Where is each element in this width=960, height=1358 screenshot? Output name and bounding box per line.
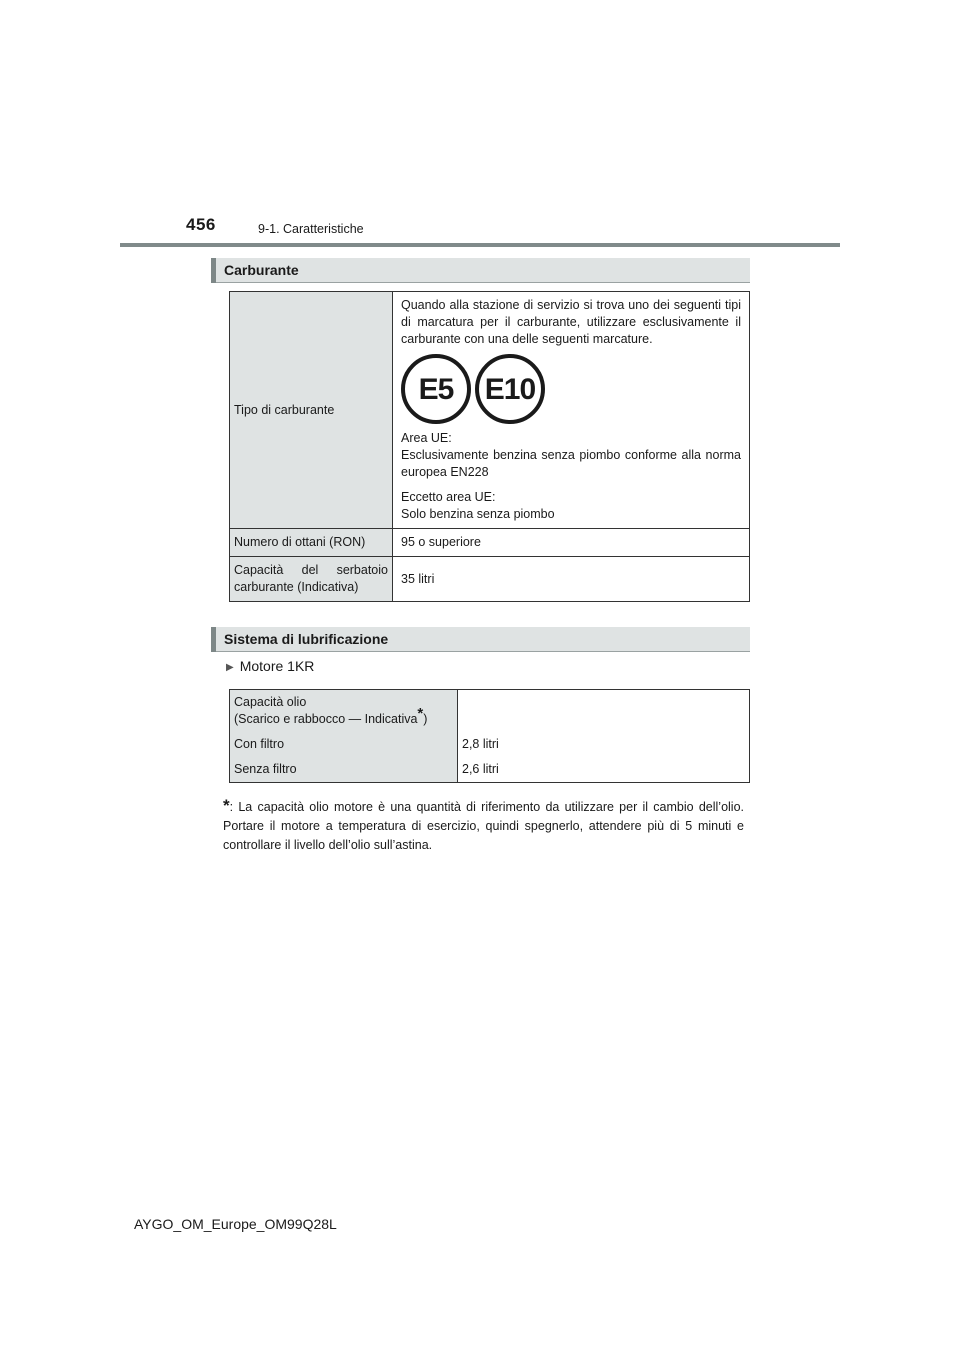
eu-text: Esclusivamente benzina senza piombo conforme alla norma europea EN228: [401, 448, 741, 479]
with-filter-value: 2,8 litri: [458, 732, 750, 757]
with-filter-label: Con filtro: [230, 732, 458, 757]
asterisk-mark: *: [417, 704, 424, 722]
table-row: [230, 557, 750, 602]
header-divider: [120, 243, 840, 247]
oil-capacity-value: [458, 690, 750, 733]
table-row: [230, 690, 750, 733]
section-title: 9-1. Caratteristiche: [258, 222, 364, 236]
table-row: [230, 732, 750, 757]
oil-capacity-line1: Capacità olio: [234, 695, 307, 709]
e10-badge: E10: [475, 354, 545, 424]
fuel-type-label: Tipo di carburante: [230, 292, 393, 529]
engine-bullet: [226, 658, 314, 674]
page-number: 456: [186, 215, 216, 234]
footnote-text: : La capacità olio motore è una quantità di riferimento da utilizzare per il cambio dell’olio. Portare il motore a temperatura di esercizio, quindi spegnerlo, attendere più di 5 minuti e controllare il livello dell’olio sull’astina.: [223, 800, 744, 852]
heading-accent: [211, 627, 216, 652]
octane-label: Numero di ottani (RON): [230, 529, 393, 557]
oil-capacity-line2: (Scarico e rabbocco — Indicativa*): [234, 704, 428, 726]
footer-doc-id: AYGO_OM_Europe_OM99Q28L: [134, 1216, 337, 1232]
fuel-heading: [211, 258, 750, 283]
footnote-asterisk: *: [223, 796, 230, 815]
non-eu-block: [401, 489, 741, 523]
oil-capacity-label: [230, 690, 458, 733]
table-row: [230, 292, 750, 529]
fuel-heading-text: Carburante: [224, 262, 299, 278]
lubrication-heading-text: Sistema di lubrificazione: [224, 631, 389, 647]
eu-title: Area UE:: [401, 431, 452, 445]
fuel-type-value: [393, 292, 750, 529]
triangle-bullet-icon: ▶: [226, 662, 234, 673]
fuel-marking-badges: [401, 354, 741, 424]
lubrication-heading: [211, 627, 750, 652]
heading-accent: [211, 258, 216, 283]
tank-label: Capacità del serbatoio carburante (Indicativa): [230, 557, 393, 602]
octane-value: 95 o superiore: [393, 529, 750, 557]
eu-block: [401, 430, 741, 481]
oil-table: [229, 689, 750, 783]
non-eu-text: Solo benzina senza piombo: [401, 507, 555, 521]
tank-value: 35 litri: [393, 557, 750, 602]
engine-name: Motore 1KR: [239, 658, 315, 674]
without-filter-label: Senza filtro: [230, 757, 458, 783]
fuel-table: [229, 291, 750, 602]
fuel-type-intro: Quando alla stazione di servizio si trova uno dei seguenti tipi di marcatura per il carburante, utilizzare esclusivamente il carburante con una delle seguenti marcature.: [401, 298, 741, 346]
without-filter-value: 2,6 litri: [458, 757, 750, 783]
footnote: [223, 796, 744, 855]
non-eu-title: Eccetto area UE:: [401, 490, 496, 504]
e5-badge: E5: [401, 354, 471, 424]
table-row: [230, 757, 750, 783]
table-row: [230, 529, 750, 557]
